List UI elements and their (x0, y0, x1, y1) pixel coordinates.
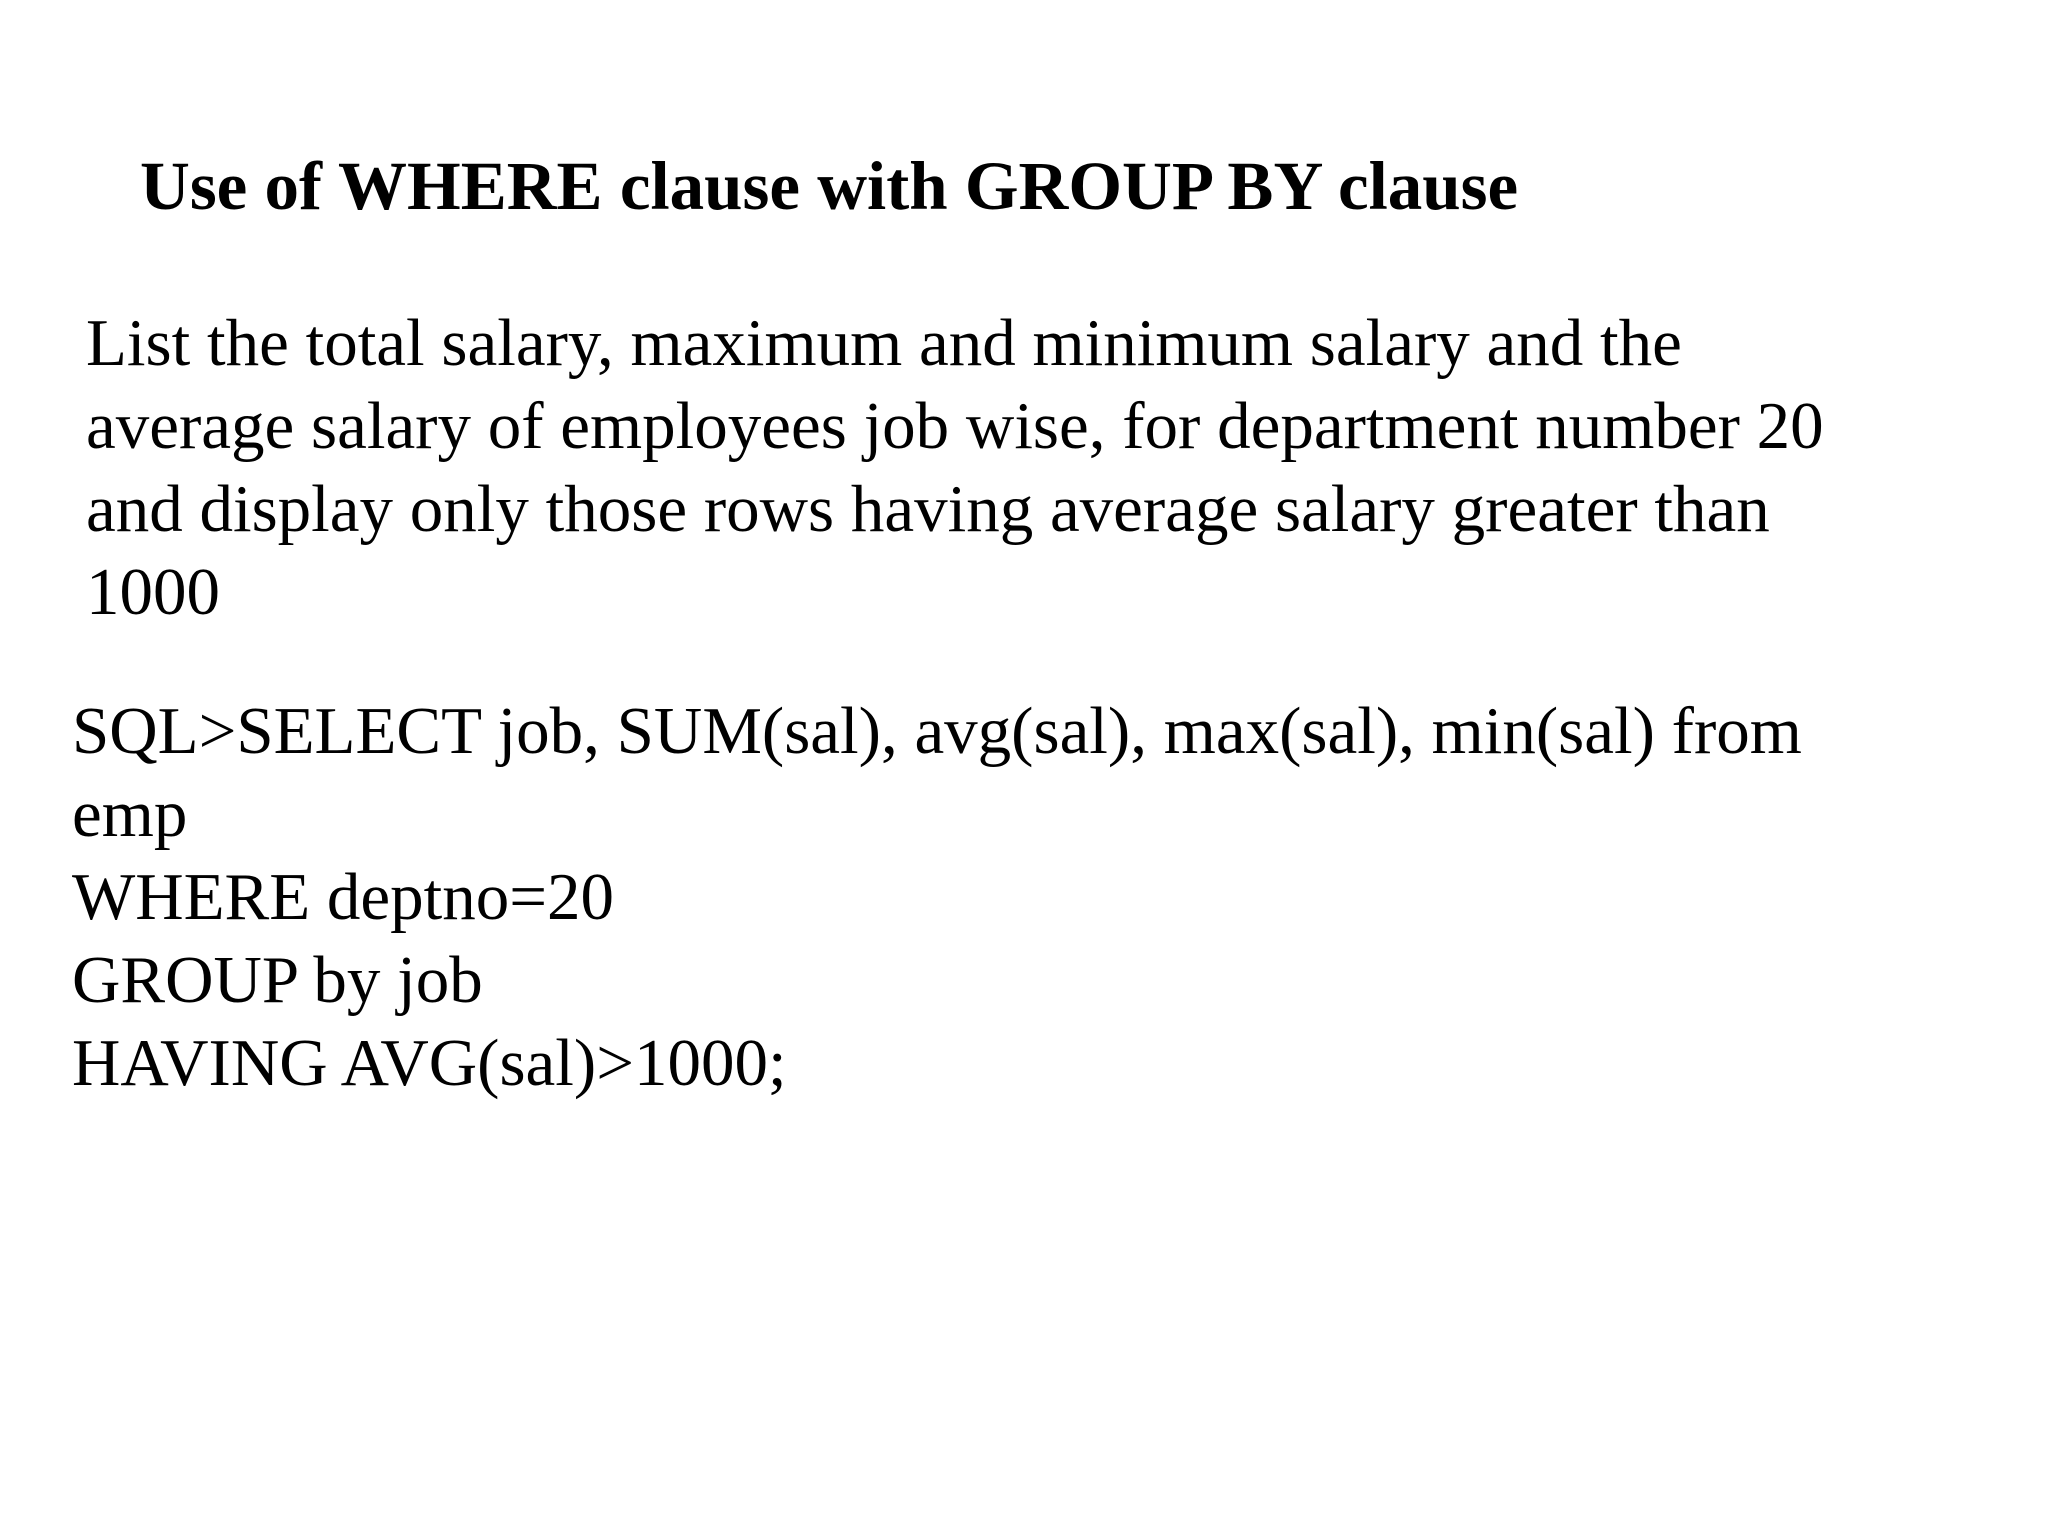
query-line: HAVING AVG(sal)>1000; (72, 1026, 787, 1100)
problem-description (86, 302, 1986, 634)
description-line: and display only those rows having average salary greater than (86, 472, 1770, 546)
description-line: average salary of employees job wise, for department number 20 (86, 389, 1824, 463)
slide-title: Use of WHERE clause with GROUP BY clause (140, 148, 1519, 224)
query-line: SQL>SELECT job, SUM(sal), avg(sal), max(sal), min(sal) from (72, 694, 1802, 768)
query-line: emp (72, 777, 188, 851)
description-line: List the total salary, maximum and minimum salary and the (86, 306, 1682, 380)
description-line: 1000 (86, 555, 220, 629)
query-line: GROUP by job (72, 943, 483, 1017)
query-line: WHERE deptno=20 (72, 860, 615, 934)
sql-query (72, 690, 2012, 1105)
